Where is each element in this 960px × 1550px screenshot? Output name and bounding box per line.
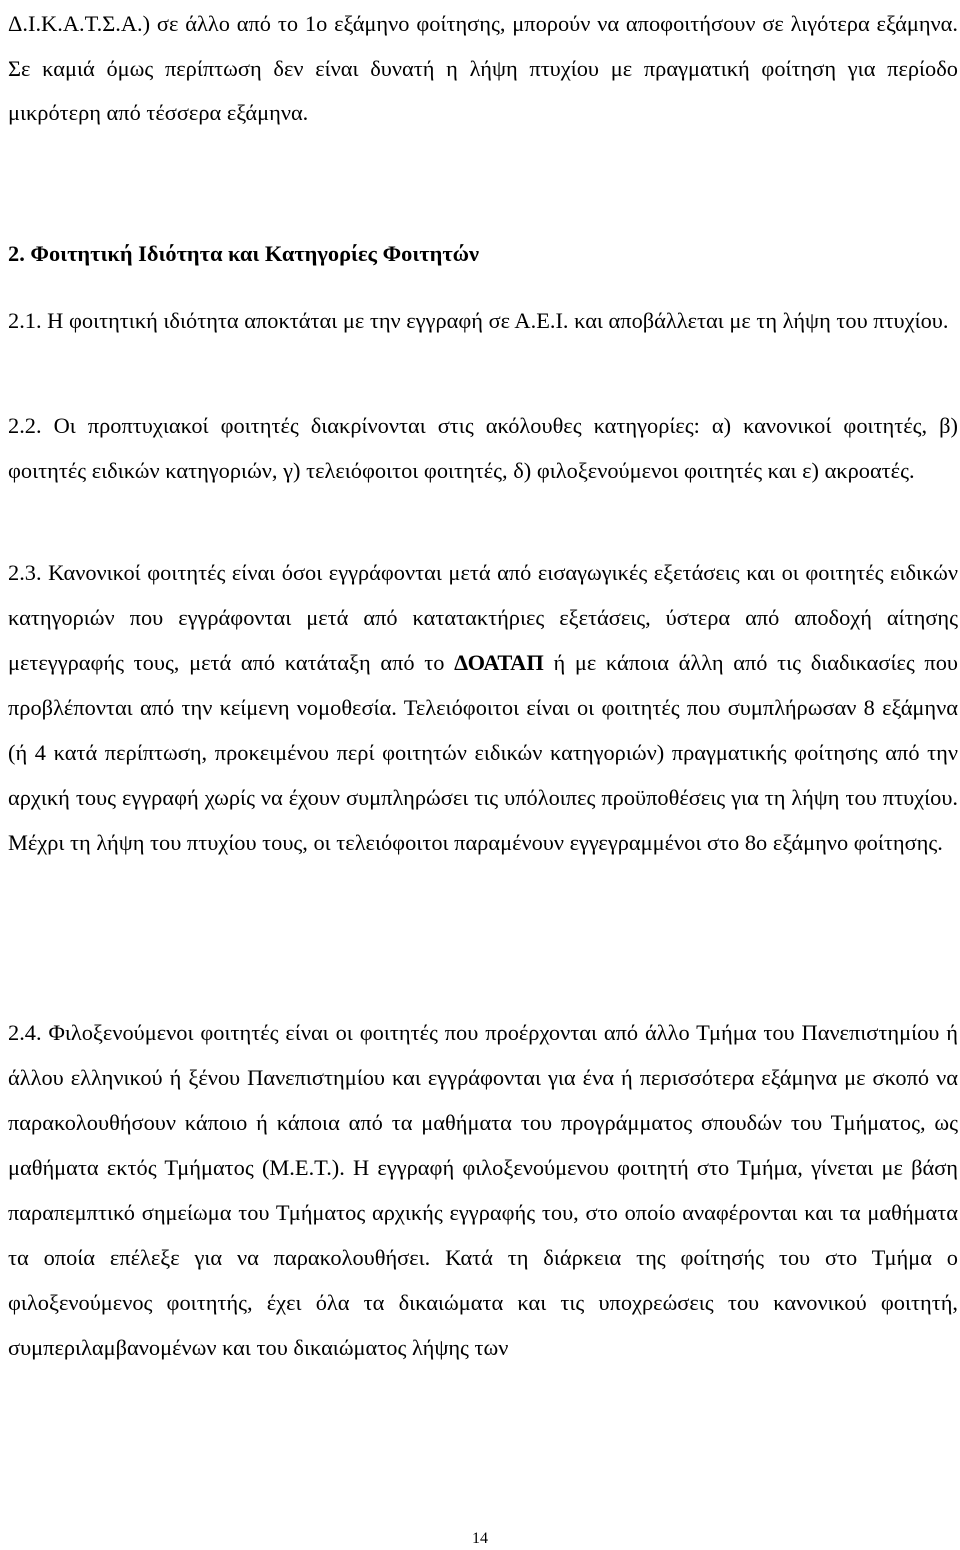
paragraph-2-1: 2.1. Η φοιτητική ιδιότητα αποκτάται με την εγγραφή σε Α.Ε.Ι. και αποβάλλεται με τη λήψη του πτυχίου. xyxy=(8,308,949,333)
paragraph-2-2: 2.2. Οι προπτυχιακοί φοιτητές διακρίνονται στις ακόλουθες κατηγορίες: α) κανονικοί φοιτητές, β) φοιτητές ειδικών κατηγοριών, γ) τελειόφοιτοι φοιτητές, δ) φιλοξενούμενοι φοιτητές και ε) ακροατές. xyxy=(8,413,958,483)
paragraph-intro: Δ.Ι.Κ.Α.Τ.Σ.Α.) σε άλλο από το 1ο εξάμηνο φοίτησης, μπορούν να αποφοιτήσουν σε λιγότερα εξάμηνα. Σε καμιά όμως περίπτωση δεν είναι δυνατή η λήψη πτυχίου με πραγματική φοίτηση για περίοδο μικρότερη από τέσσερα εξάμηνα. xyxy=(8,11,958,126)
paragraph-2-4: 2.4. Φιλοξενούμενοι φοιτητές είναι οι φοιτητές που προέρχονται από άλλο Τμήμα του Πανεπιστημίου ή άλλου ελληνικού ή ξένου Πανεπιστημίου και εγγράφονται για ένα ή περισσότερα εξάμηνα με σκοπό να παρακολουθήσουν κάποιο ή κάποια από τα μαθήματα του προγράμματος σπουδών του Τμήματος, ως μαθήματα εκτός Τμήματος (Μ.Ε.Τ.). Η εγγραφή φιλοξενούμενου φοιτητή στο Τμήμα, γίνεται με βάση παραπεμπτικό σημείωμα του Τμήματος αρχικής εγγραφής του, στο οποίο αναφέρονται και τα μαθήματα τα οποία επέλεξε για να παρακολουθήσει. Κατά τη διάρκεια της φοίτησής του στο Τμήμα ο φιλοξενούμενος φοιτητής, έχει όλα τα δικαιώματα και τις υποχρεώσεις του κανονικού φοιτητή, συμπεριλαμβανομένων και του δικαιώματος λήψης των xyxy=(8,1020,958,1360)
paragraph-2-3 xyxy=(8,550,958,865)
page-number: 14 xyxy=(472,1530,488,1547)
section-heading-2: 2. Φοιτητική Ιδιότητα και Κατηγορίες Φοιτητών xyxy=(8,241,480,266)
doatap-bold: ΔΟΑΤΑΠ xyxy=(454,650,544,675)
paragraph-2-3-part-b: ή με κάποια άλλη από τις διαδικασίες που προβλέπονται από την κείμενη νομοθεσία. Τελειόφοιτοι είναι οι φοιτητές που συμπλήρωσαν 8 εξάμηνα (ή 4 κατά περίπτωση, προκειμένου περί φοιτητών ειδικών κατηγοριών) πραγματικής φοίτησης από την αρχική τους εγγραφή χωρίς να έχουν συμπληρώσει τις υπόλοιπες προϋποθέσεις για τη λήψη του πτυχίου. Μέχρι τη λήψη του πτυχίου τους, οι τελειόφοιτοι παραμένουν εγγεγραμμένοι στο 8ο εξάμηνο φοίτησης. xyxy=(8,650,958,855)
paragraph-2-3-part-a: 2.3. Κανονικοί φοιτητές είναι όσοι εγγράφονται μετά από εισαγωγικές εξετάσεις και οι φοιτητές ειδικών κατηγοριών που εγγράφονται μετά από κατατακτήριες εξετάσεις, ύστερα από αποδοχή αίτησης μετεγγραφής τους, μετά από κατάταξη από το xyxy=(8,560,958,675)
